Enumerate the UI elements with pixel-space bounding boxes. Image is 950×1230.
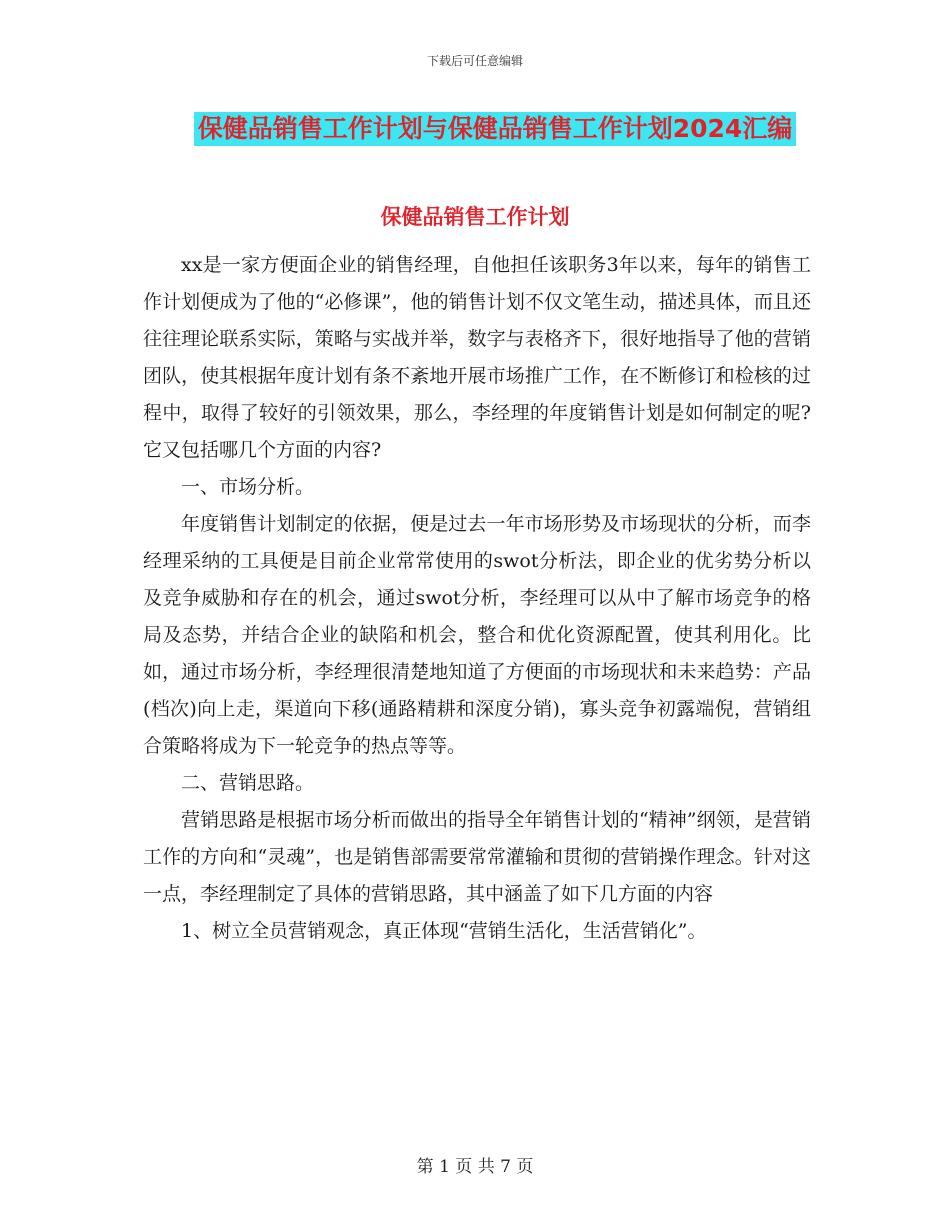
heading-marketing-ideas: 二、营销思路。: [181, 772, 315, 794]
paragraph-item-1: 1、树立全员营销观念，真正体现“营销生活化，生活营销化”。: [181, 920, 707, 942]
document-body: [143, 247, 811, 950]
page-number: 第 1 页 共 7 页: [416, 1157, 534, 1177]
document-title-container: [0, 112, 950, 146]
heading-market-analysis: 一、市场分析。: [181, 476, 315, 498]
document-title: 保健品销售工作计划与保健品销售工作计划2024汇编: [194, 112, 797, 146]
paragraph-market-analysis: 年度销售计划制定的依据，便是过去一年市场形势及市场现状的分析，而李经理采纳的工具便是目前企业常常使用的swot分析法，即企业的优劣势分析以及竞争威胁和存在的机会，通过swot分析，李经理可以从中了解市场竞争的格局及态势，并结合企业的缺陷和机会，整合和优化资源配置，使其利用化。比如，通过市场分析，李经理很清楚地知道了方便面的市场现状和未来趋势：产品(档次)向上走，渠道向下移(通路精耕和深度分销)，寡头竞争初露端倪，营销组合策略将成为下一轮竞争的热点等等。: [143, 513, 811, 757]
page-header-note: 下载后可任意编辑: [426, 54, 523, 68]
paragraph-marketing-ideas: 营销思路是根据市场分析而做出的指导全年销售计划的“精神”纲领，是营销工作的方向和“灵魂”，也是销售部需要常常灌输和贯彻的营销操作理念。针对这一点，李经理制定了具体的营销思路，其中涵盖了如下几方面的内容: [143, 809, 811, 905]
section-title: 保健品销售工作计划: [380, 205, 570, 229]
paragraph-intro: xx是一家方便面企业的销售经理，自他担任该职务3年以来，每年的销售工作计划便成为了他的“必修课”，他的销售计划不仅文笔生动，描述具体，而且还往往理论联系实际，策略与实战并举，数字与表格齐下，很好地指导了他的营销团队，使其根据年度计划有条不紊地开展市场推广工作，在不断修订和检核的过程中，取得了较好的引领效果，那么，李经理的年度销售计划是如何制定的呢?它又包括哪几个方面的内容?: [143, 254, 811, 461]
